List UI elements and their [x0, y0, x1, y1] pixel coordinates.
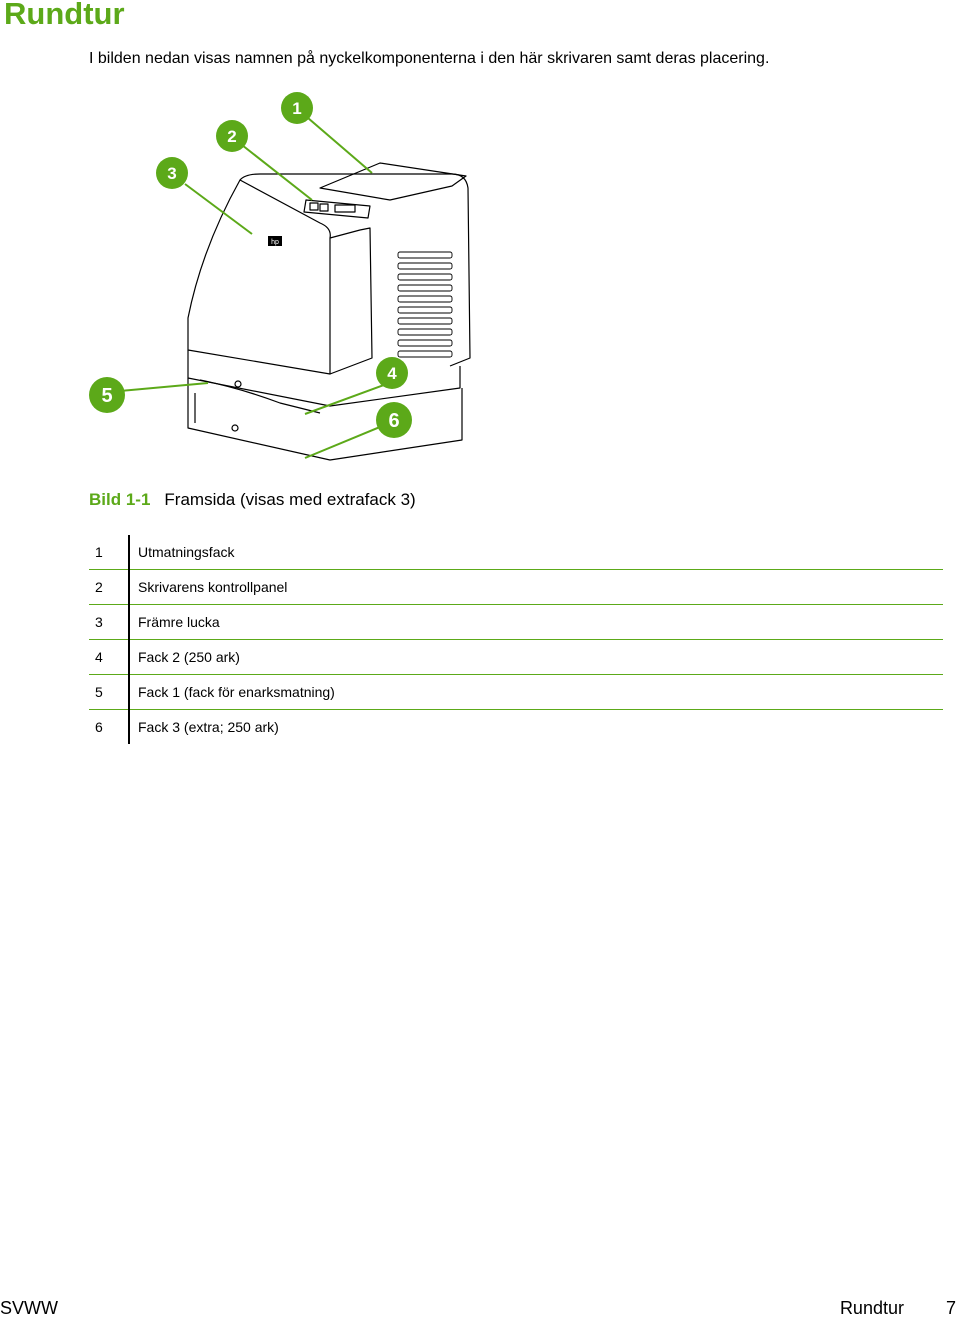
- output-bin-outline: [320, 163, 466, 200]
- figure-caption-text: Framsida (visas med extrafack 3): [164, 490, 416, 509]
- hp-logo-text: hp: [271, 239, 279, 246]
- printer-front-door: [188, 180, 330, 374]
- callout-6-label: 6: [388, 410, 400, 432]
- legend-label: Fack 2 (250 ark): [129, 640, 943, 675]
- intro-text: I bilden nedan visas namnen på nyckelkomponenterna i den här skrivaren samt deras placering.: [89, 50, 770, 67]
- table-row: [89, 640, 943, 675]
- legend-number: 2: [89, 570, 129, 605]
- footer-doc-id: SVWW: [0, 1298, 58, 1318]
- table-row: [89, 570, 943, 605]
- printer-illustration: [80, 88, 500, 483]
- printer-side-outline: [330, 228, 372, 374]
- legend-label: Skrivarens kontrollpanel: [129, 570, 943, 605]
- legend-label: Fack 3 (extra; 250 ark): [138, 719, 279, 735]
- callout-5-label: 5: [101, 385, 113, 407]
- table-row: [89, 675, 943, 710]
- callout-3-label: 3: [167, 164, 177, 183]
- tray-3-outline: [188, 378, 462, 460]
- figure-number: Bild 1-1: [89, 490, 151, 509]
- footer-right: [840, 1298, 956, 1319]
- callout-1-label: 1: [292, 99, 302, 118]
- legend-number: 5: [89, 675, 129, 710]
- printer-figure: [80, 88, 500, 483]
- footer-section: Rundtur: [839, 1298, 904, 1318]
- control-button: [310, 203, 318, 210]
- figure-caption: [89, 490, 416, 510]
- table-row: [89, 710, 943, 745]
- callout-2-label: 2: [227, 127, 237, 146]
- legend-label: Främre lucka: [129, 605, 943, 640]
- component-legend-table: [89, 535, 943, 744]
- legend-number: 3: [89, 605, 129, 640]
- tray-latch: [232, 425, 238, 431]
- tray-1-slot: [200, 380, 320, 413]
- table-row: [89, 535, 943, 570]
- page-number: 7: [945, 1298, 956, 1318]
- callout-4-label: 4: [387, 364, 397, 383]
- ventilation-grille: [398, 252, 452, 357]
- legend-number: 6: [89, 710, 129, 745]
- legend-number: 1: [89, 535, 129, 570]
- legend-label: Utmatningsfack: [129, 535, 943, 570]
- printer-top-outline: [240, 174, 470, 366]
- table-row: [89, 605, 943, 640]
- tray-2-outline: [188, 350, 460, 406]
- page-heading: Rundtur: [4, 0, 125, 31]
- control-display: [335, 205, 355, 212]
- legend-number: 4: [89, 640, 129, 675]
- legend-label: Fack 1 (fack för enarksmatning): [129, 675, 943, 710]
- tray-latch: [235, 381, 241, 387]
- control-button: [320, 204, 328, 211]
